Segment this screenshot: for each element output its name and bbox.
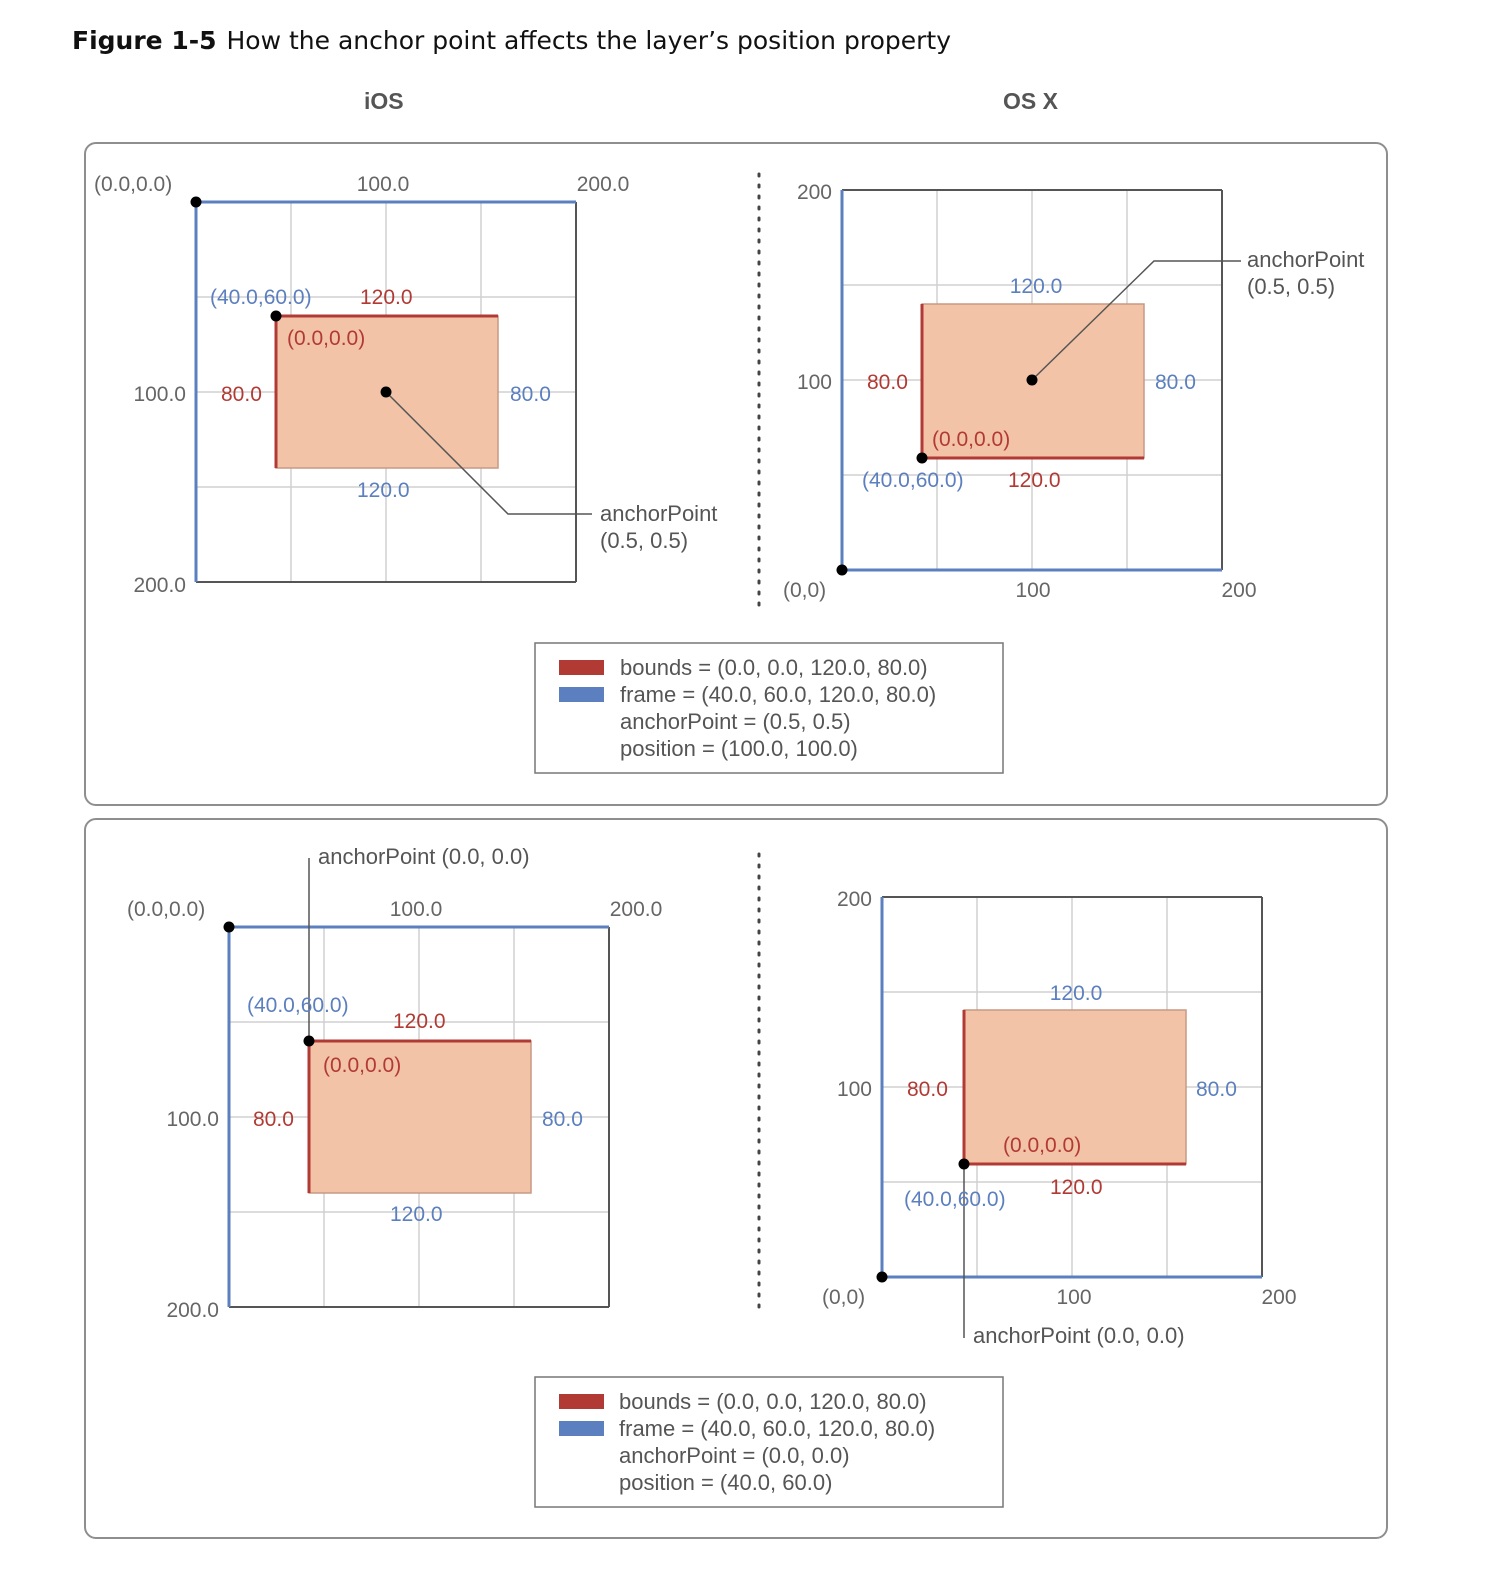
osx-bounds-width-label: 120.0	[1050, 1176, 1103, 1199]
ios-bounds-origin-label: (0.0,0.0)	[287, 327, 366, 350]
legend-anchor-text: anchorPoint = (0.0, 0.0)	[619, 1443, 850, 1468]
osx-x-tick-100: 100	[1015, 579, 1051, 602]
ios-origin-dot	[224, 922, 235, 933]
osx-origin-label: (0,0)	[783, 579, 827, 602]
ios-frame-width-label: 120.0	[390, 1203, 443, 1226]
figure-title	[72, 26, 951, 55]
osx-frame-origin-dot	[917, 453, 928, 464]
ios-x-tick-100: 100.0	[356, 173, 410, 196]
ios-y-tick-200: 200.0	[166, 1299, 219, 1322]
osx-x-tick-100: 100	[1056, 1286, 1092, 1309]
ios-origin-dot	[191, 197, 202, 208]
panel-origin-anchor-diagram	[86, 820, 1386, 1537]
legend-position-text: position = (40.0, 60.0)	[619, 1470, 833, 1495]
ios-frame-height-label: 80.0	[510, 383, 551, 406]
ios-origin-label: (0.0,0.0)	[127, 898, 206, 921]
osx-bounds-height-label: 80.0	[907, 1078, 948, 1101]
legend-frame-swatch	[559, 687, 604, 702]
ios-anchor-point-dot	[381, 387, 392, 398]
ios-bounds-width-label: 120.0	[393, 1010, 446, 1033]
osx-y-tick-200: 200	[796, 181, 832, 204]
osx-anchor-label: anchorPoint (0.0, 0.0)	[973, 1323, 1185, 1348]
legend-bounds-swatch	[559, 660, 604, 675]
legend-frame-text: frame = (40.0, 60.0, 120.0, 80.0)	[620, 682, 937, 707]
figure-caption: How the anchor point affects the layer’s position property	[226, 26, 951, 55]
osx-origin-dot	[877, 1272, 888, 1283]
osx-frame-origin-label: (40.0,60.0)	[904, 1188, 1006, 1211]
panel-center-anchor	[84, 142, 1388, 806]
ios-y-tick-100: 100.0	[133, 383, 186, 406]
panel-origin-anchor	[84, 818, 1388, 1539]
osx-frame-width-label: 120.0	[1009, 275, 1063, 298]
osx-y-tick-100: 100	[836, 1078, 872, 1101]
ios-origin-label: (0.0,0.0)	[94, 173, 173, 196]
osx-x-tick-200: 200	[1261, 1286, 1297, 1309]
osx-origin-dot	[837, 565, 848, 576]
legend-bounds-swatch	[559, 1394, 604, 1409]
ios-frame-origin-dot	[271, 311, 282, 322]
osx-anchor-point-dot	[959, 1159, 970, 1170]
osx-frame-height-label: 80.0	[1155, 371, 1196, 394]
osx-frame-width-label: 120.0	[1049, 982, 1103, 1005]
ios-y-tick-100: 100.0	[166, 1108, 219, 1131]
osx-bounds-width-label: 120.0	[1008, 469, 1061, 492]
osx-anchor-label-line1: anchorPoint	[1247, 247, 1365, 272]
ios-x-tick-200: 200.0	[576, 173, 630, 196]
ios-x-tick-100: 100.0	[389, 898, 443, 921]
ios-anchor-label-line2: (0.5, 0.5)	[600, 528, 689, 553]
ios-frame-height-label: 80.0	[542, 1108, 583, 1131]
ios-frame-origin-label: (40.0,60.0)	[210, 286, 312, 309]
osx-frame-height-label: 80.0	[1196, 1078, 1237, 1101]
osx-column-heading: OS X	[1003, 88, 1058, 114]
ios-frame-width-label: 120.0	[357, 479, 410, 502]
legend-frame-swatch	[559, 1421, 604, 1436]
osx-y-tick-100: 100	[796, 371, 832, 394]
ios-anchor-label-line1: anchorPoint	[600, 501, 718, 526]
osx-y-tick-200: 200	[836, 888, 872, 911]
panel-center-anchor-diagram	[86, 144, 1386, 804]
osx-frame-origin-label: (40.0,60.0)	[862, 469, 964, 492]
osx-bounds-origin-label: (0.0,0.0)	[932, 428, 1011, 451]
ios-bounds-height-label: 80.0	[253, 1108, 294, 1131]
ios-bounds-height-label: 80.0	[221, 383, 262, 406]
osx-x-tick-200: 200	[1221, 579, 1257, 602]
osx-anchor-point-dot	[1027, 375, 1038, 386]
legend-anchor-text: anchorPoint = (0.5, 0.5)	[620, 709, 851, 734]
ios-anchor-label: anchorPoint (0.0, 0.0)	[318, 844, 530, 869]
legend-position-text: position = (100.0, 100.0)	[620, 736, 858, 761]
ios-bounds-origin-label: (0.0,0.0)	[323, 1054, 402, 1077]
osx-bounds-height-label: 80.0	[867, 371, 908, 394]
ios-anchor-point-dot	[304, 1036, 315, 1047]
legend-bounds-text: bounds = (0.0, 0.0, 120.0, 80.0)	[619, 1389, 927, 1414]
legend-bounds-text: bounds = (0.0, 0.0, 120.0, 80.0)	[620, 655, 928, 680]
ios-column-heading: iOS	[364, 88, 404, 114]
osx-anchor-label-line2: (0.5, 0.5)	[1247, 274, 1336, 299]
ios-frame-origin-label: (40.0,60.0)	[247, 994, 349, 1017]
figure-number: Figure 1-5	[72, 26, 217, 55]
osx-origin-label: (0,0)	[822, 1286, 866, 1309]
ios-y-tick-200: 200.0	[133, 574, 186, 597]
ios-x-tick-200: 200.0	[609, 898, 663, 921]
legend-frame-text: frame = (40.0, 60.0, 120.0, 80.0)	[619, 1416, 936, 1441]
ios-bounds-width-label: 120.0	[360, 286, 413, 309]
osx-bounds-origin-label: (0.0,0.0)	[1003, 1134, 1082, 1157]
